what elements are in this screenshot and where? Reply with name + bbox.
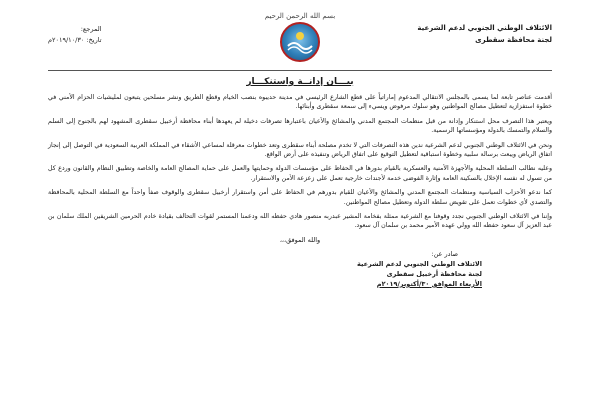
coalition-logo-icon	[280, 22, 320, 62]
signature-committee: لجنة محافظة أرخبيل سقطرى	[386, 269, 482, 278]
signature-date: الأربعاء الموافق ٣٠/أكتوبر/٢٠١٩م	[376, 279, 482, 288]
closing-phrase: والله الموفق،،،	[279, 235, 321, 244]
paragraph: كما ندعو الأحزاب السياسية ومنظمات المجتمع المدني والمشائخ والأعيان للقيام بدورهم في الحفاظ على أمن واستقرار أرخبيل سقطرى والوقوف صفاً واحداً مع السلطة المحلية بالمحافظة والتصدي لأي خطوات تعمل على تقويض سلطة الدولة وتعطيل مصالح المواطنين.	[48, 189, 552, 206]
organization-line-2: لجنة محافظة سقطرى	[475, 36, 552, 44]
header-divider	[48, 70, 552, 71]
issued-by-label: صادر عن:	[431, 249, 458, 258]
paragraph: أقدمت عناصر تابعة لما يسمى بالمجلس الانتقالي المدعوم إماراتياً على قطع الشارع الرئيسي في مدينة حديبوه بنصب الخيام وقطع الطريق ونشر مسلحين يتبعون لمليشيات الحزام الأمني في خطوة استفزازية لتعطيل مصالح المواطنين وهو سلوك مرفوض ويسيء إلى سمعة سقطرى وأبنائها.	[48, 94, 552, 111]
reference-label: المرجع:	[80, 25, 102, 33]
paragraph: وإننا في الائتلاف الوطني الجنوبي نجدد وقوفنا مع الشرعية ممثلة بفخامة المشير عبدربه منصور هادي حفظه الله ودعمنا المستمر لقوات التحالف بقيادة خادم الحرمين الشريفين الملك سلمان بن عبد العزيز آل سعود حفظه الله وولي عهده الأمير محمد بن سلمان آل سعود.	[48, 213, 552, 230]
paragraph: ويعتبر هذا التصرف محل استنكار وإدانة من قبل منظمات المجتمع المدني والمشائخ والأعيان باعتبارها تصرفات دخيلة لم يعهدها أبناء محافظة أرخبيل سقطرى المشهود لهم بالجنوح إلى السلم والسلام والتمسك بالدولة ومؤسساتها الرسمية.	[48, 117, 552, 135]
statement-title: بيـــان إدانــة واستنكـــار	[246, 77, 354, 87]
organization-name	[417, 22, 552, 46]
reference-block	[48, 24, 102, 46]
paragraph: ونحن في الائتلاف الوطني الجنوبي لدعم الشرعية ندين هذه التصرفات التي لا تخدم مصلحة أبناء سقطرى وتعد خطوات معرقلة لمساعي الأشقاء في المملكة العربية السعودية في التوصل إلى إنجاز اتفاق الرياض ويبعث برسالة سلبية وخطوة استباقية لتعطيل التوقيع على اتفاق الرياض وتنفيذه على أرض الواقع.	[48, 141, 552, 159]
basmala: بسم الله الرحمن الرحيم	[264, 12, 336, 20]
organization-line-1: الائتلاف الوطني الجنوبي لدعم الشرعية	[417, 24, 552, 32]
signature-organization: الائتلاف الوطني الجنوبي لدعم الشرعية	[357, 259, 482, 268]
paragraph: وعليه نطالب السلطة المحلية والأجهزة الأمنية والعسكرية بالقيام بدورها في الحفاظ على مؤسسات الدولة وحمايتها والعمل على حماية المصالح العامة والخاصة وتطبيق النظام والقانون وردع كل من تسول له نفسه الإخلال بالسكينة العامة وإثارة الفوضى خدمة لأجندات خارجية تعمل على زعزعة الأمن والاستقرار.	[48, 165, 552, 182]
signature-block	[292, 249, 482, 289]
document-date: تاريخ: ٢٠١٩/١٠/٣٠م	[48, 36, 102, 44]
letterhead	[48, 10, 552, 68]
